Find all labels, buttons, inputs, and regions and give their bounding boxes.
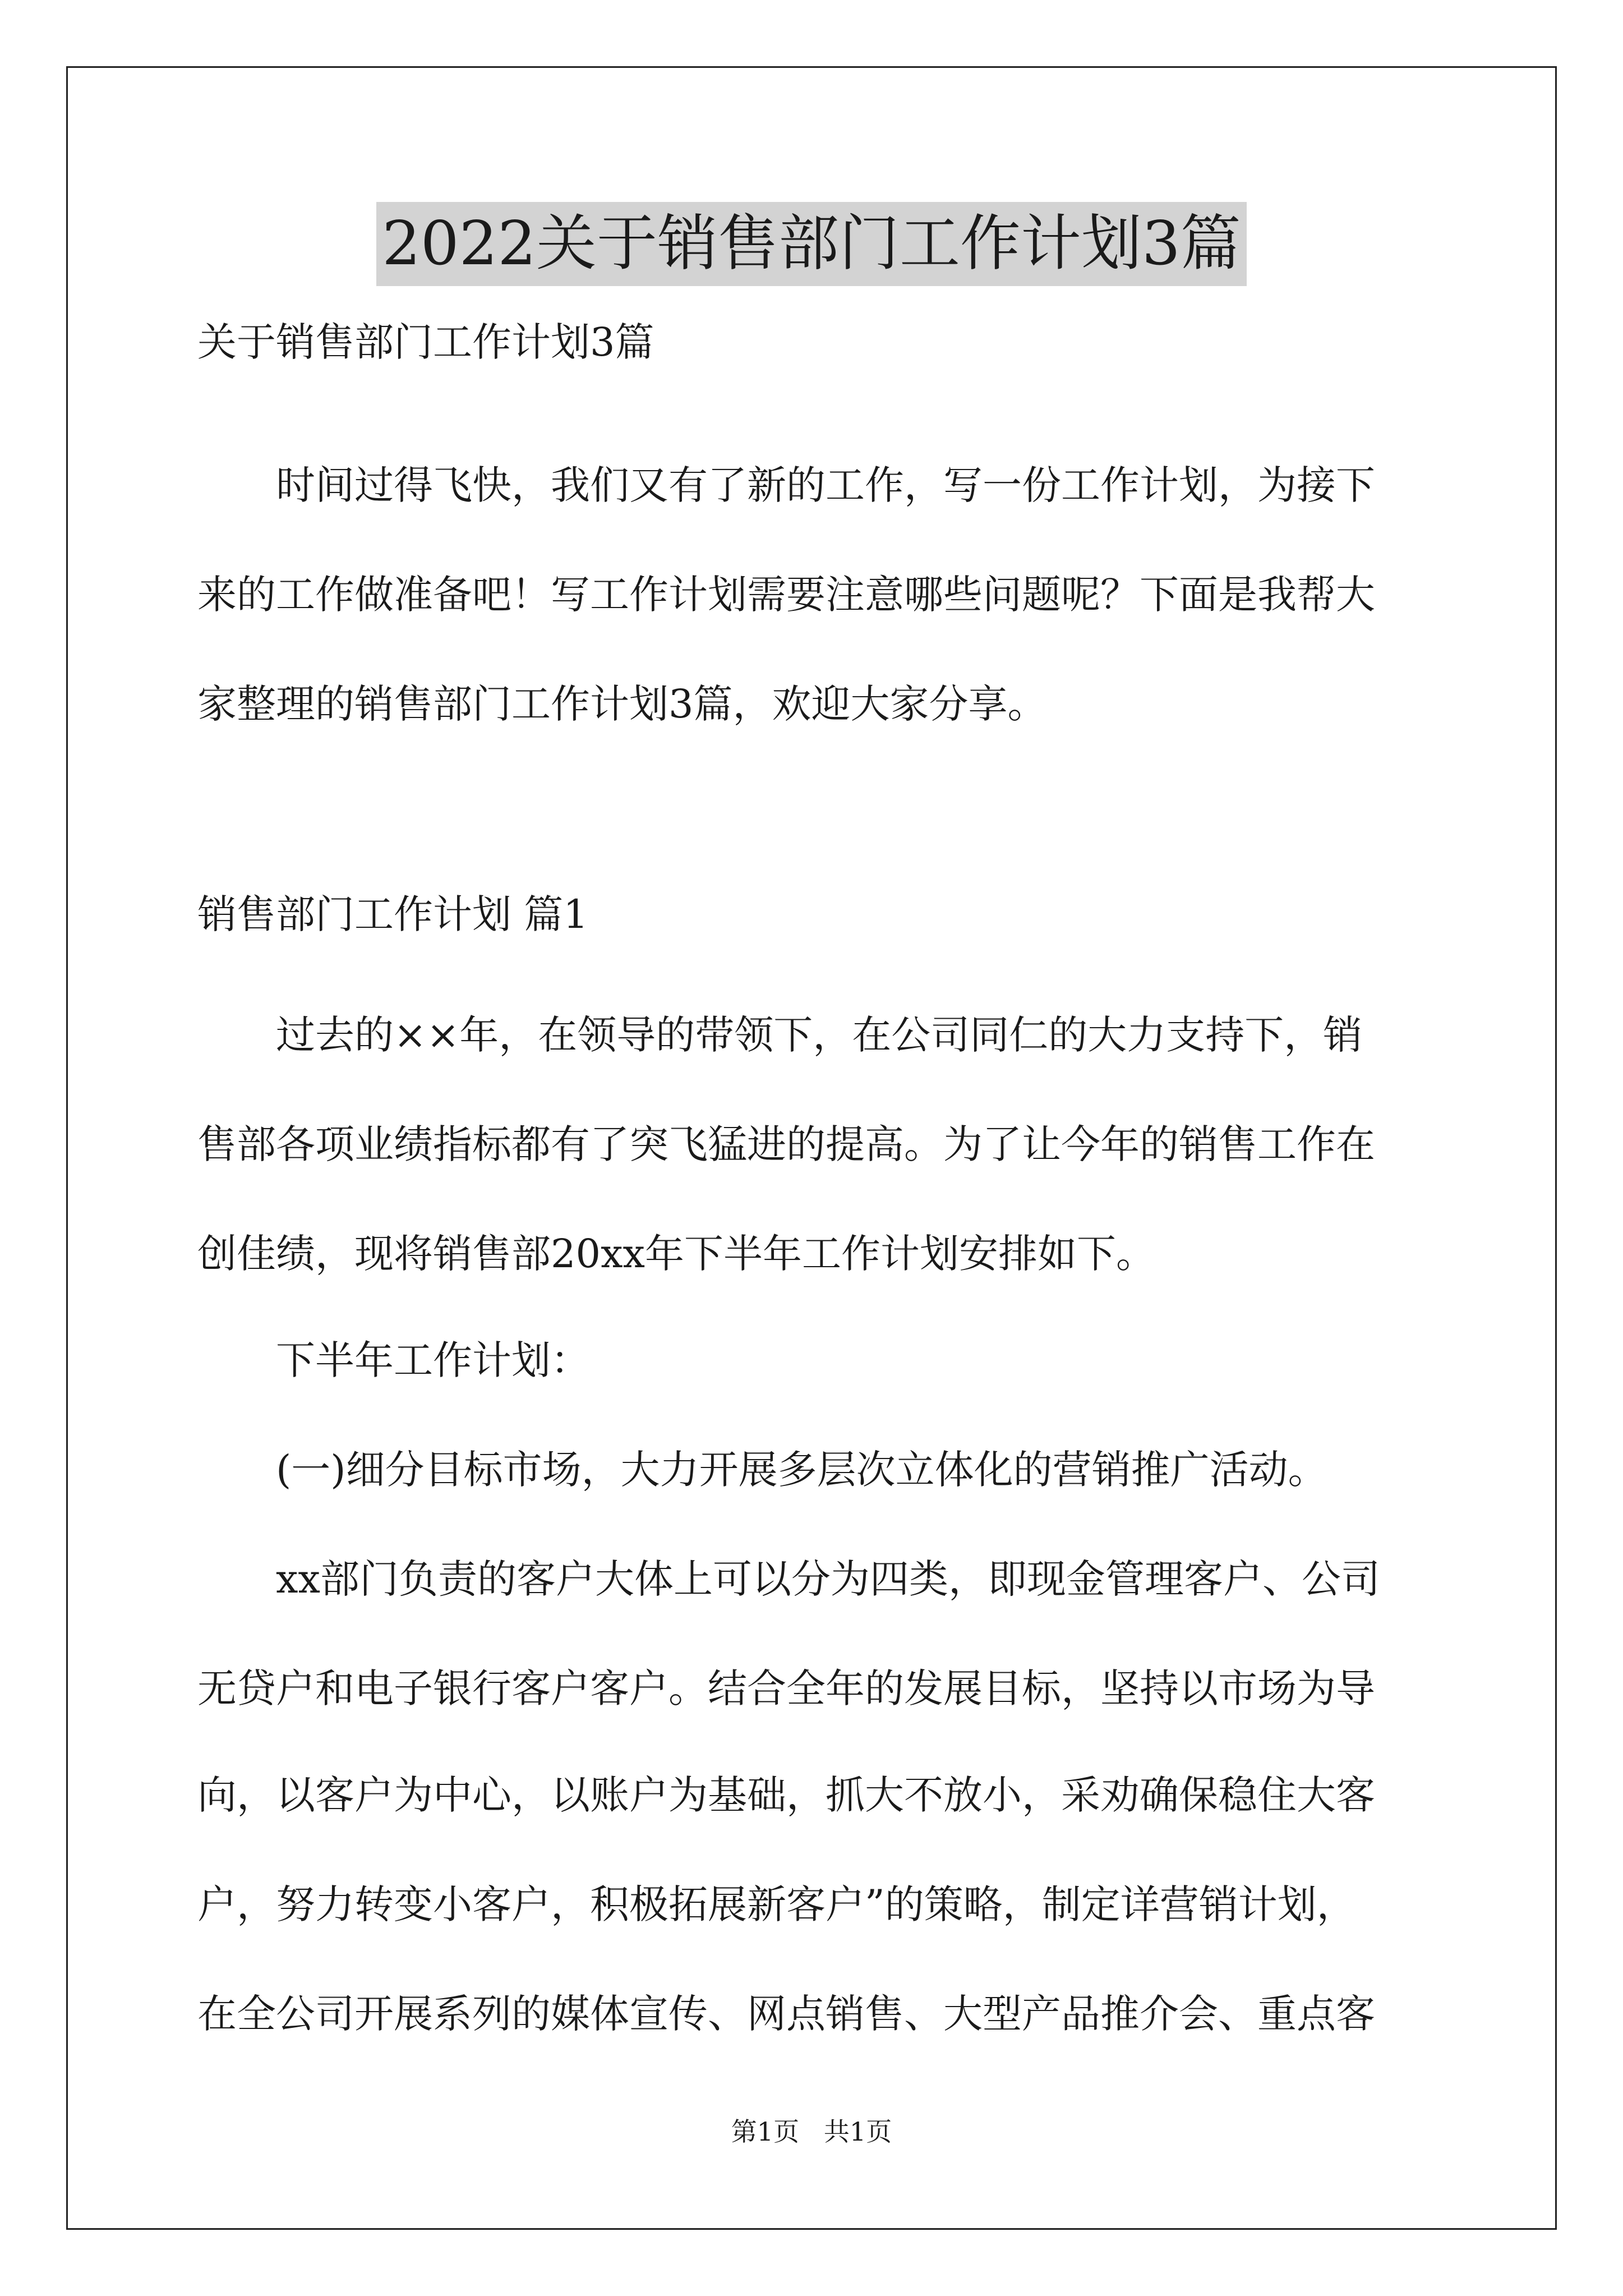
- para2-line-5: 在全公司开展系列的媒体宣传、网点销售、大型产品推介会、重点客: [197, 1991, 1375, 2037]
- document-title: 2022关于销售部门工作计划3篇: [376, 202, 1247, 286]
- para2-line-2: 无贷户和电子银行客户客户。结合全年的发展目标，坚持以市场为导: [197, 1665, 1375, 1711]
- para1-line-2: 售部各项业绩指标都有了突飞猛进的提高。为了让今年的销售工作在: [197, 1121, 1375, 1167]
- para1-line-3: 创佳绩，现将销售部20xx年下半年工作计划安排如下。: [197, 1231, 1156, 1277]
- intro-line-1: 时间过得飞快，我们又有了新的工作，写一份工作计划，为接下: [276, 462, 1375, 508]
- page-footer: 第1页 共1页: [731, 2116, 892, 2147]
- document-subtitle: 关于销售部门工作计划3篇: [197, 319, 654, 365]
- para1-line-1: 过去的××年，在领导的带领下，在公司同仁的大力支持下，销: [276, 1012, 1363, 1058]
- intro-line-2: 来的工作做准备吧！写工作计划需要注意哪些问题呢？下面是我帮大: [197, 572, 1375, 618]
- item-1: (一)细分目标市场，大力开展多层次立体化的营销推广活动。: [276, 1447, 1327, 1493]
- section-heading: 销售部门工作计划 篇1: [197, 891, 588, 937]
- para2-line-3: 向，以客户为中心，以账户为基础，抓大不放小，采劝确保稳住大客: [197, 1772, 1375, 1818]
- plan-heading: 下半年工作计划：: [276, 1337, 590, 1383]
- title-container: [0, 202, 1623, 286]
- para2-line-1: xx部门负责的客户大体上可以分为四类，即现金管理客户、公司: [276, 1556, 1380, 1602]
- intro-line-3: 家整理的销售部门工作计划3篇，欢迎大家分享。: [197, 681, 1047, 727]
- para2-line-4: 户，努力转变小客户，积极拓展新客户”的策略，制定详营销计划，: [197, 1881, 1356, 1927]
